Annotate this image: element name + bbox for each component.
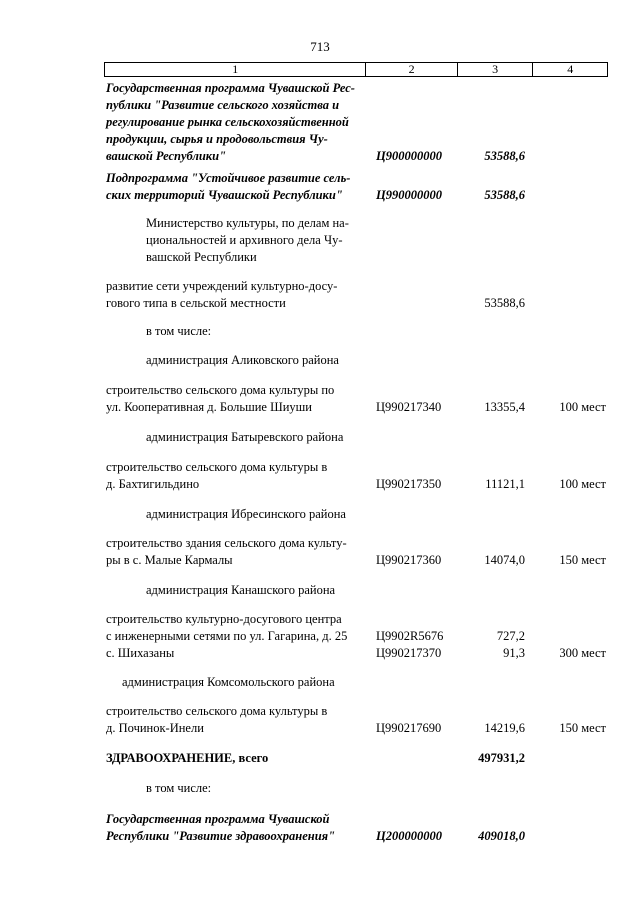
row-description: Подпрограмма "Устойчивое развитие сель- ских территорий Чувашской Республики" <box>106 171 351 202</box>
page-number: 713 <box>310 39 330 54</box>
row-code: Ц200000000 <box>376 829 442 843</box>
row-description: строительство культурно-досугового центра с инженерными сетями по ул. Гагарина, д. 25 с. Шихазаны <box>106 612 348 660</box>
row-description: администрация Канашского района <box>146 583 336 597</box>
row-note: 150 мест <box>559 721 606 735</box>
row-description: развитие сети учреждений культурно-досу- гового типа в сельской местности <box>106 279 338 310</box>
row-amount: 727,2 <box>496 629 525 643</box>
row-description: строительство сельского дома культуры в д. Починок-Инели <box>106 704 328 735</box>
row-description: администрация Аликовского района <box>146 353 339 367</box>
row-code: Ц990000000 <box>376 188 442 202</box>
row-amount: 497931,2 <box>478 751 525 765</box>
row-description: в том числе: <box>146 324 212 338</box>
row-amount: 14219,6 <box>484 721 525 735</box>
table-header <box>104 62 608 77</box>
header-col-4: 4 <box>567 62 574 76</box>
row-description: администрация Комсомольского района <box>122 675 335 689</box>
row-code: Ц990217350 <box>376 477 442 491</box>
row-code: Ц990217360 <box>376 553 442 567</box>
row-amount: 53588,6 <box>484 296 525 310</box>
row-description: Государственная программа Чувашской Рес- публики "Развитие сельского хозяйства и регулирование рынка сельскохозяйственной продукции, сырья и продовольствия Чу- вашской Республики" <box>106 81 355 163</box>
row-description: Государственная программа Чувашской Республики "Развитие здравоохранения" <box>106 812 336 843</box>
row-description: ЗДРАВООХРАНЕНИЕ, всего <box>106 751 269 765</box>
row-description: администрация Ибресинского района <box>146 507 346 521</box>
row-description: в том числе: <box>146 781 212 795</box>
header-col-1: 1 <box>105 63 366 76</box>
row-amount: 14074,0 <box>484 553 525 567</box>
row-amount: 53588,6 <box>484 188 525 202</box>
row-note: 150 мест <box>559 553 606 567</box>
row-amount: 11121,1 <box>485 477 525 491</box>
row-description: администрация Батыревского района <box>146 430 344 444</box>
row-note: 300 мест <box>559 646 606 660</box>
row-note: 100 мест <box>559 477 606 491</box>
header-col-2: 2 <box>366 63 457 76</box>
row-code-2: Ц990217370 <box>376 646 442 660</box>
row-description: строительство здания сельского дома культу- ры в с. Малые Кармалы <box>106 536 347 567</box>
row-code: Ц990217690 <box>376 721 442 735</box>
row-note: 100 мест <box>559 400 606 414</box>
row-description: строительство сельского дома культуры по ул. Кооперативная д. Большие Шиуши <box>106 383 335 414</box>
row-amount: 53588,6 <box>484 149 525 163</box>
row-code: Ц990217340 <box>376 400 442 414</box>
row-code: Ц9902R5676 <box>376 629 444 643</box>
row-description: строительство сельского дома культуры в д. Бахтигильдино <box>106 460 328 491</box>
header-col-3: 3 <box>458 63 534 76</box>
row-amount: 409018,0 <box>478 829 525 843</box>
row-description: Министерство культуры, по делам на- циональностей и архивного дела Чу- вашской Республики <box>146 216 349 264</box>
row-code: Ц900000000 <box>376 149 442 163</box>
row-amount-2: 91,3 <box>503 646 525 660</box>
row-amount: 13355,4 <box>484 400 525 414</box>
